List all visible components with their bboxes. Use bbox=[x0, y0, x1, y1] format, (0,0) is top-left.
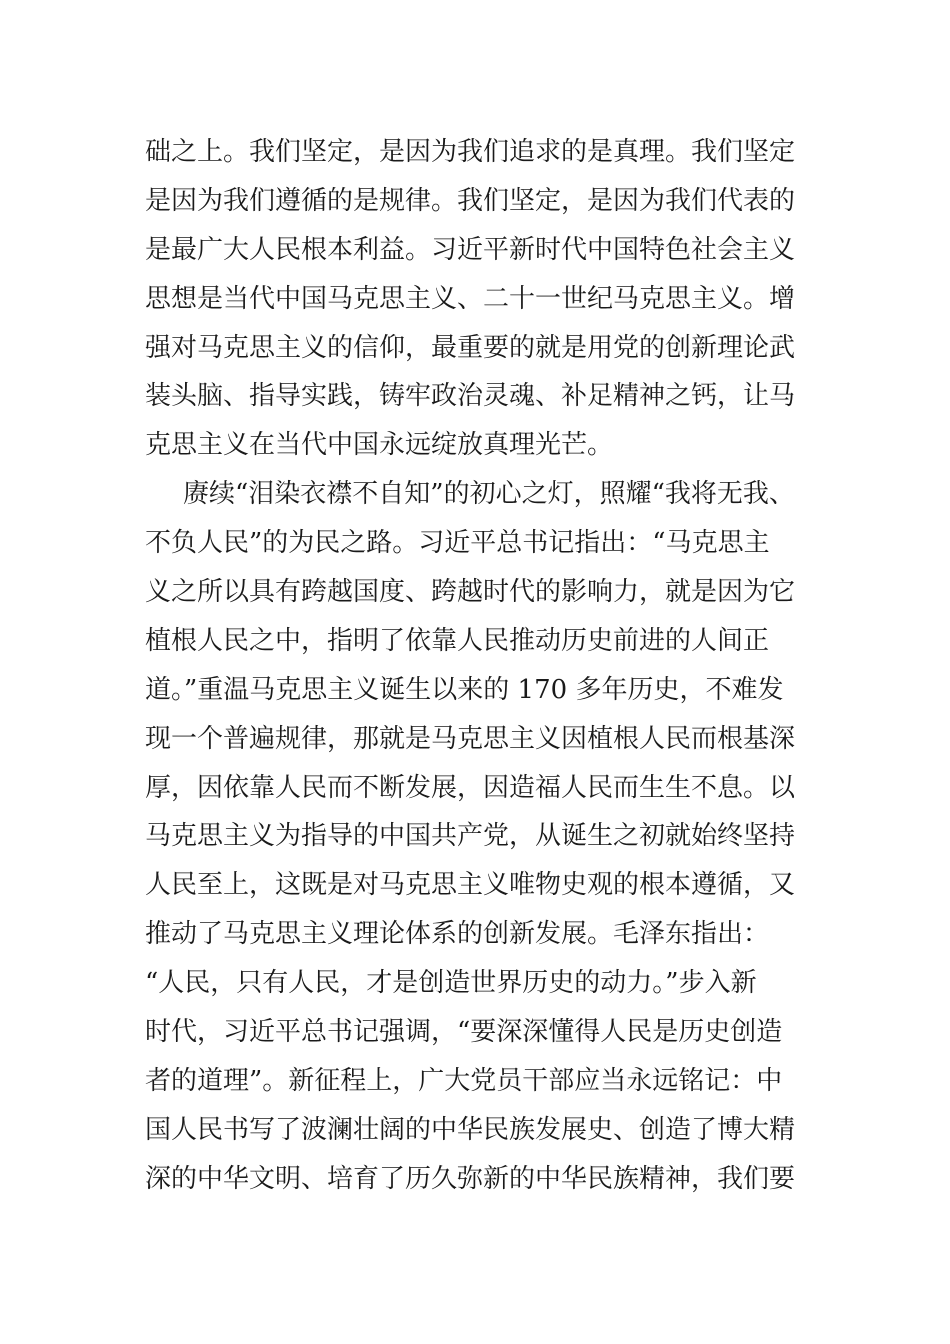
text-line: 马克思主义为指导的中国共产党，从诞生之初就始终坚持 bbox=[145, 821, 796, 852]
text-line: 道。”重温马克思主义诞生以来的 170 多年历史，不难发 bbox=[145, 674, 784, 705]
text-line: 者的道理”。新征程上，广大党员干部应当永远铭记：中 bbox=[145, 1065, 783, 1096]
text-line: 是因为我们遵循的是规律。我们坚定，是因为我们代表的 bbox=[145, 185, 796, 216]
text-line: 植根人民之中，指明了依靠人民推动历史前进的人间正 bbox=[145, 625, 770, 656]
text-line: 思想是当代中国马克思主义、二十一世纪马克思主义。增 bbox=[145, 283, 796, 314]
text-line: 人民至上，这既是对马克思主义唯物史观的根本遵循，又 bbox=[145, 870, 796, 901]
text-line: 克思主义在当代中国永远绽放真理光芒。 bbox=[145, 430, 614, 461]
text-line: 强对马克思主义的信仰，最重要的就是用党的创新理论武 bbox=[145, 332, 796, 363]
text-line: 装头脑、指导实践，铸牢政治灵魂、补足精神之钙，让马 bbox=[145, 381, 796, 412]
text-line: 义之所以具有跨越国度、跨越时代的影响力，就是因为它 bbox=[145, 577, 796, 608]
text-line: 是最广大人民根本利益。习近平新时代中国特色社会主义 bbox=[145, 234, 796, 265]
text-line: 时代，习近平总书记强调，“要深深懂得人民是历史创造 bbox=[145, 1017, 783, 1048]
text-line: “人民，只有人民，才是创造世界历史的动力。”步入新 bbox=[145, 968, 757, 999]
body-text bbox=[145, 128, 825, 1204]
text-line: 推动了马克思主义理论体系的创新发展。毛泽东指出： bbox=[145, 919, 770, 950]
text-line: 国人民书写了波澜壮阔的中华民族发展史、创造了博大精 bbox=[145, 1114, 796, 1145]
text-line: 础之上。我们坚定，是因为我们追求的是真理。我们坚定 bbox=[145, 137, 796, 167]
paragraph-first-line: 赓续“泪染衣襟不自知”的初心之灯，照耀“我将无我、 bbox=[183, 479, 795, 510]
text-line: 现一个普遍规律，那就是马克思主义因植根人民而根基深 bbox=[145, 723, 796, 754]
text-line: 不负人民”的为民之路。习近平总书记指出：“马克思主 bbox=[145, 528, 770, 559]
text-line: 深的中华文明、培育了历久弥新的中华民族精神，我们要 bbox=[145, 1163, 796, 1194]
text-line: 厚，因依靠人民而不断发展，因造福人民而生生不息。以 bbox=[145, 772, 796, 803]
